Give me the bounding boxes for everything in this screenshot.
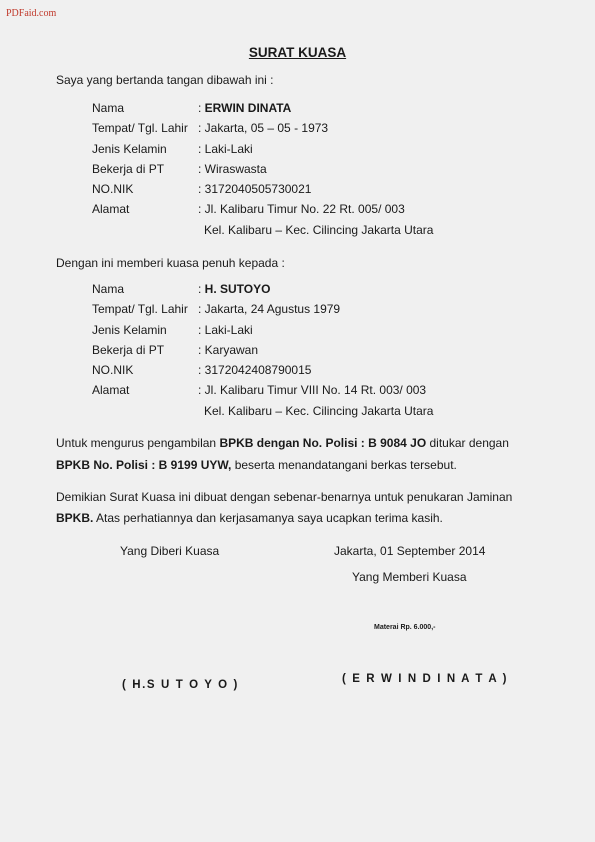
materai-stamp-label: Materai Rp. 6.000,- <box>374 624 436 631</box>
field-value: : 3172042408790015 <box>198 363 312 378</box>
field-value: Kel. Kalibaru – Kec. Cilincing Jakarta Utara <box>204 222 434 237</box>
field-label: Jenis Kelamin <box>92 322 167 337</box>
closing-line-2: BPKB. Atas perhatiannya dan kerjasamanya saya ucapkan terima kasih. <box>56 511 443 525</box>
field-label: Bekerja di PT <box>92 161 165 176</box>
place-date: Jakarta, 01 September 2014 <box>334 544 486 558</box>
field-label: Alamat <box>92 202 130 217</box>
purpose-line-2: BPKB No. Polisi : B 9199 UYW, beserta menandatangani berkas tersebut. <box>56 458 457 472</box>
receiver-name-value: H. SUTOYO <box>204 282 271 296</box>
field-value: : Wiraswasta <box>198 161 267 176</box>
field-label: Nama <box>92 101 125 115</box>
field-value: : Jakarta, 05 – 05 - 1973 <box>198 121 329 136</box>
field-label: Alamat <box>92 383 130 398</box>
field-label: NO.NIK <box>92 363 134 378</box>
closing-line-1: Demikian Surat Kuasa ini dibuat dengan sebenar-benarnya untuk penukaran Jaminan <box>56 490 513 504</box>
purpose-bpkb-new: BPKB No. Polisi : B 9199 UYW, <box>56 458 232 472</box>
document-title: SURAT KUASA <box>248 45 347 60</box>
giver-role-label: Yang Memberi Kuasa <box>352 570 467 584</box>
field-value: : H. SUTOYO <box>198 282 271 296</box>
intro-text: Saya yang bertanda tangan dibawah ini : <box>56 73 274 87</box>
transition-text: Dengan ini memberi kuasa penuh kepada : <box>56 256 285 270</box>
field-value: : ERWIN DINATA <box>198 101 292 115</box>
field-value: : Karyawan <box>198 342 259 357</box>
field-label: Jenis Kelamin <box>92 141 167 156</box>
field-value: : Jl. Kalibaru Timur VIII No. 14 Rt. 003/ 003 <box>198 383 427 398</box>
watermark: PDFaid.com <box>6 8 57 19</box>
field-label: Nama <box>92 282 125 296</box>
giver-signature-name: ( E R W I N D I N A T A ) <box>342 673 509 685</box>
field-value: : Laki-Laki <box>198 322 253 337</box>
purpose-line-1: Untuk mengurus pengambilan BPKB dengan No. Polisi : B 9084 JO ditukar dengan <box>56 436 509 450</box>
field-value: : Jakarta, 24 Agustus 1979 <box>198 302 341 317</box>
field-label: Tempat/ Tgl. Lahir <box>92 121 188 136</box>
giver-name-value: ERWIN DINATA <box>204 101 292 115</box>
field-label: NO.NIK <box>92 182 134 197</box>
purpose-bpkb-old: BPKB dengan No. Polisi : B 9084 JO <box>219 436 427 450</box>
closing-bpkb: BPKB. <box>56 511 94 525</box>
field-label: Bekerja di PT <box>92 342 165 357</box>
field-value: : Jl. Kalibaru Timur No. 22 Rt. 005/ 003 <box>198 202 405 217</box>
receiver-signature-name: ( H.S U T O Y O ) <box>122 679 239 691</box>
field-value: Kel. Kalibaru – Kec. Cilincing Jakarta Utara <box>204 403 434 418</box>
field-value: : Laki-Laki <box>198 141 253 156</box>
field-label: Tempat/ Tgl. Lahir <box>92 302 188 317</box>
receiver-role-label: Yang Diberi Kuasa <box>120 544 220 558</box>
field-value: : 3172040505730021 <box>198 182 312 197</box>
